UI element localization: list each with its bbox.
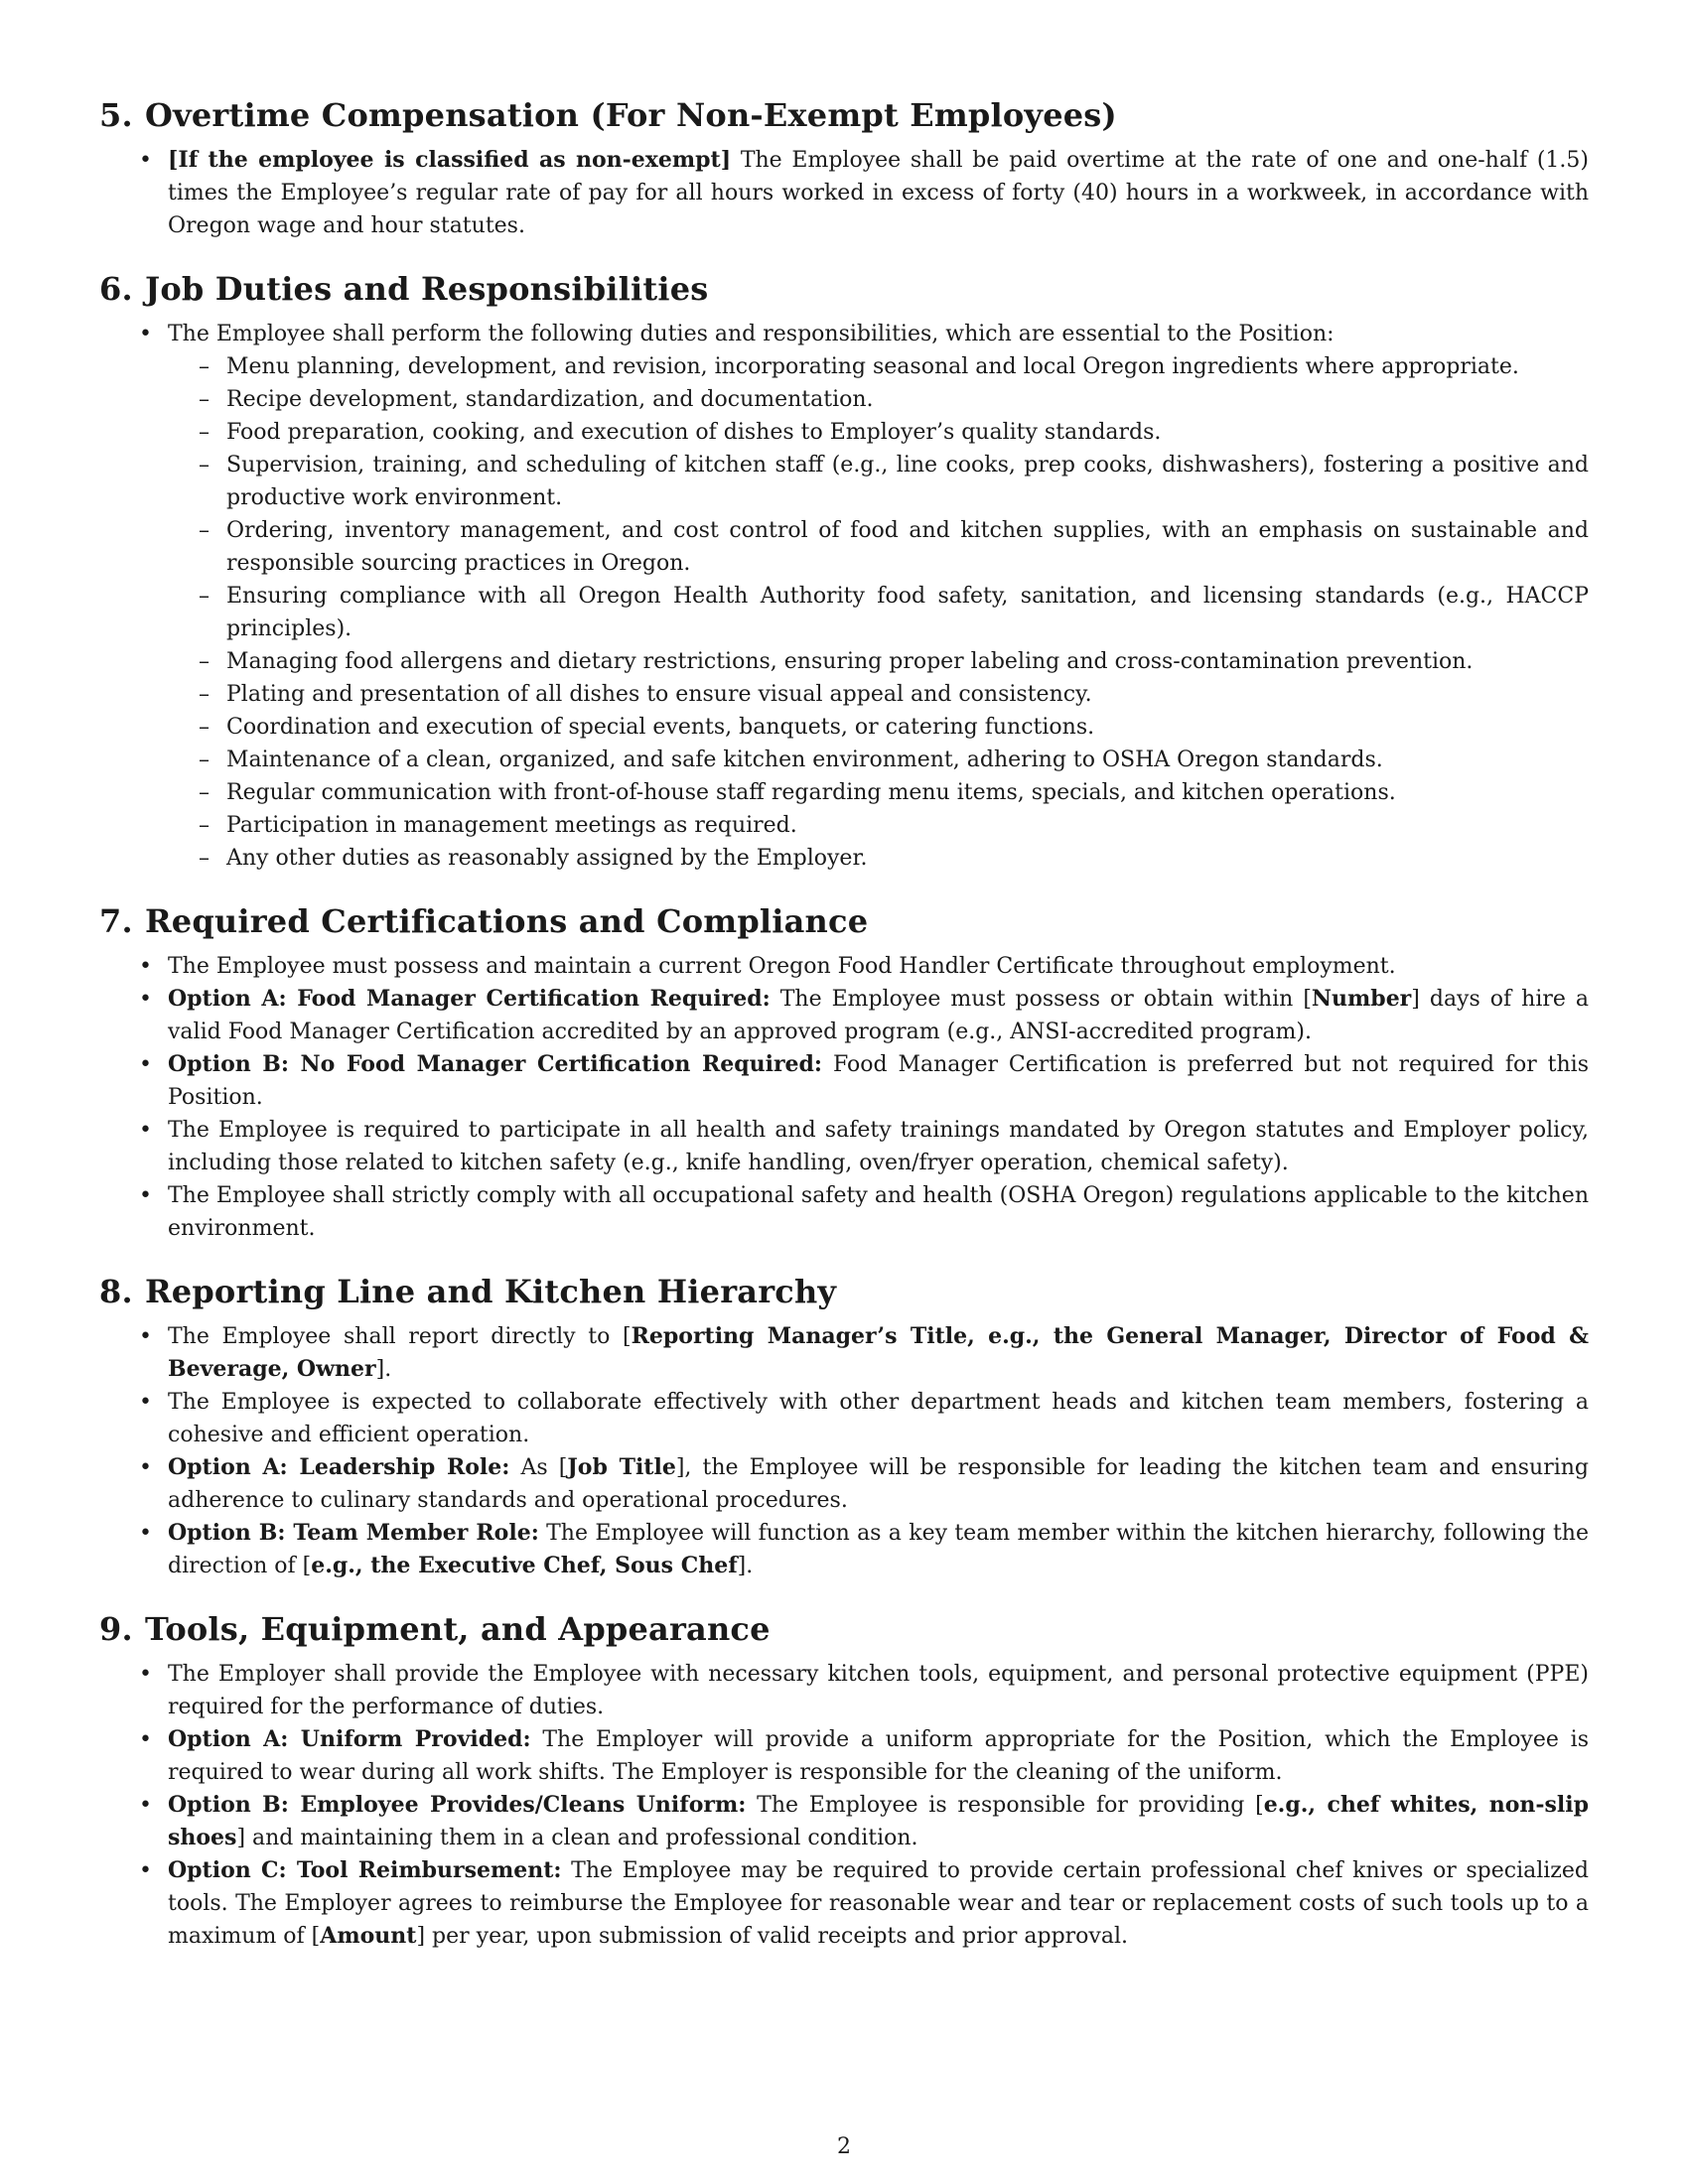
page-number: 2 <box>837 2134 851 2159</box>
section-tools-equipment <box>99 1608 1589 1953</box>
bullet-item: • The Employee is required to participate in all health and safety trainings mandated by Oregon statutes and Employer policy, including those related to kitchen safety (e.g., knife handling, oven/fryer operation, chemical safety). <box>99 1114 1589 1179</box>
section-job-duties <box>99 268 1589 875</box>
bullet-item: • [If the employee is classified as non-exempt] The Employee shall be paid overtime at the rate of one and one-half (1.5) times the Employee’s regular rate of pay for all hours worked in excess of forty (40) hours in a workweek, in accordance with Oregon wage and hour statutes. <box>99 144 1589 242</box>
section-heading: 7. Required Certifications and Compliance <box>99 902 869 940</box>
bullet-item: • The Employer shall provide the Employee with necessary kitchen tools, equipment, and personal protective equipment (PPE) required for the performance of duties. <box>99 1658 1589 1723</box>
section-heading: 8. Reporting Line and Kitchen Hierarchy <box>99 1273 837 1310</box>
duty-item: – Plating and presentation of all dishes to ensure visual appeal and consistency. <box>99 678 1589 711</box>
duty-item: – Recipe development, standardization, and documentation. <box>99 383 1589 416</box>
bullet-item: • The Employee shall report directly to [Reporting Manager’s Title, e.g., the General Manager, Director of Food & Beverage, Owner]. <box>99 1320 1589 1386</box>
duty-item: – Ensuring compliance with all Oregon Health Authority food safety, sanitation, and licensing standards (e.g., HACCP principles). <box>99 580 1589 645</box>
duty-item: – Supervision, training, and scheduling of kitchen staff (e.g., line cooks, prep cooks, dishwashers), fostering a positive and productive work environment. <box>99 449 1589 514</box>
bullet-item: • The Employee must possess and maintain a current Oregon Food Handler Certificate throughout employment. <box>99 950 1589 983</box>
section-heading: 6. Job Duties and Responsibilities <box>99 270 709 308</box>
bullet-item: • Option A: Uniform Provided: The Employer will provide a uniform appropriate for the Position, which the Employee is required to wear during all work shifts. The Employer is responsible for the cleaning of the uniform. <box>99 1723 1589 1789</box>
bullet-item: • The Employee is expected to collaborate effectively with other department heads and kitchen team members, fostering a cohesive and efficient operation. <box>99 1386 1589 1451</box>
duty-item: – Ordering, inventory management, and cost control of food and kitchen supplies, with an emphasis on sustainable and responsible sourcing practices in Oregon. <box>99 514 1589 580</box>
duty-item: – Menu planning, development, and revision, incorporating seasonal and local Oregon ingredients where appropriate. <box>99 350 1589 383</box>
duty-item: – Regular communication with front-of-house staff regarding menu items, specials, and kitchen operations. <box>99 776 1589 809</box>
duty-item: – Food preparation, cooking, and execution of dishes to Employer’s quality standards. <box>99 416 1589 449</box>
section-heading: 9. Tools, Equipment, and Appearance <box>99 1610 771 1648</box>
section-heading: 5. Overtime Compensation (For Non-Exempt Employees) <box>99 96 1117 134</box>
duty-item: – Coordination and execution of special events, banquets, or catering functions. <box>99 711 1589 744</box>
duty-item: – Participation in management meetings as required. <box>99 809 1589 842</box>
bullet-item: • Option B: No Food Manager Certification Required: Food Manager Certification is preferred but not required for this Position. <box>99 1048 1589 1114</box>
duty-item: – Any other duties as reasonably assigned by the Employer. <box>99 842 1589 875</box>
bullet-item: • Option B: Team Member Role: The Employee will function as a key team member within the kitchen hierarchy, following the direction of [e.g., the Executive Chef, Sous Chef]. <box>99 1517 1589 1582</box>
bullet-item: • Option A: Food Manager Certification Required: The Employee must possess or obtain within [Number] days of hire a valid Food Manager Certification accredited by an approved program (e.g., ANSI-accredited program). <box>99 983 1589 1048</box>
section-overtime <box>99 94 1589 242</box>
document-page <box>99 94 1589 1979</box>
bullet-item: • Option B: Employee Provides/Cleans Uniform: The Employee is responsible for providing [e.g., chef whites, non-slip shoes] and maintaining them in a clean and professional condition. <box>99 1789 1589 1854</box>
duty-item: – Managing food allergens and dietary restrictions, ensuring proper labeling and cross-contamination prevention. <box>99 645 1589 678</box>
duty-item: – Maintenance of a clean, organized, and safe kitchen environment, adhering to OSHA Oregon standards. <box>99 744 1589 776</box>
bullet-item: • The Employee shall strictly comply with all occupational safety and health (OSHA Oregon) regulations applicable to the kitchen environment. <box>99 1179 1589 1245</box>
section-reporting-line <box>99 1271 1589 1582</box>
bullet-item: • The Employee shall perform the following duties and responsibilities, which are essential to the Position: <box>99 318 1589 350</box>
section-certifications <box>99 900 1589 1245</box>
bullet-item: • Option C: Tool Reimbursement: The Employee may be required to provide certain professional chef knives or specialized tools. The Employer agrees to reimburse the Employee for reasonable wear and tear or replacement costs of such tools up to a maximum of [Amount] per year, upon submission of valid receipts and prior approval. <box>99 1854 1589 1953</box>
bullet-item: • Option A: Leadership Role: As [Job Title], the Employee will be responsible for leading the kitchen team and ensuring adherence to culinary standards and operational procedures. <box>99 1451 1589 1517</box>
